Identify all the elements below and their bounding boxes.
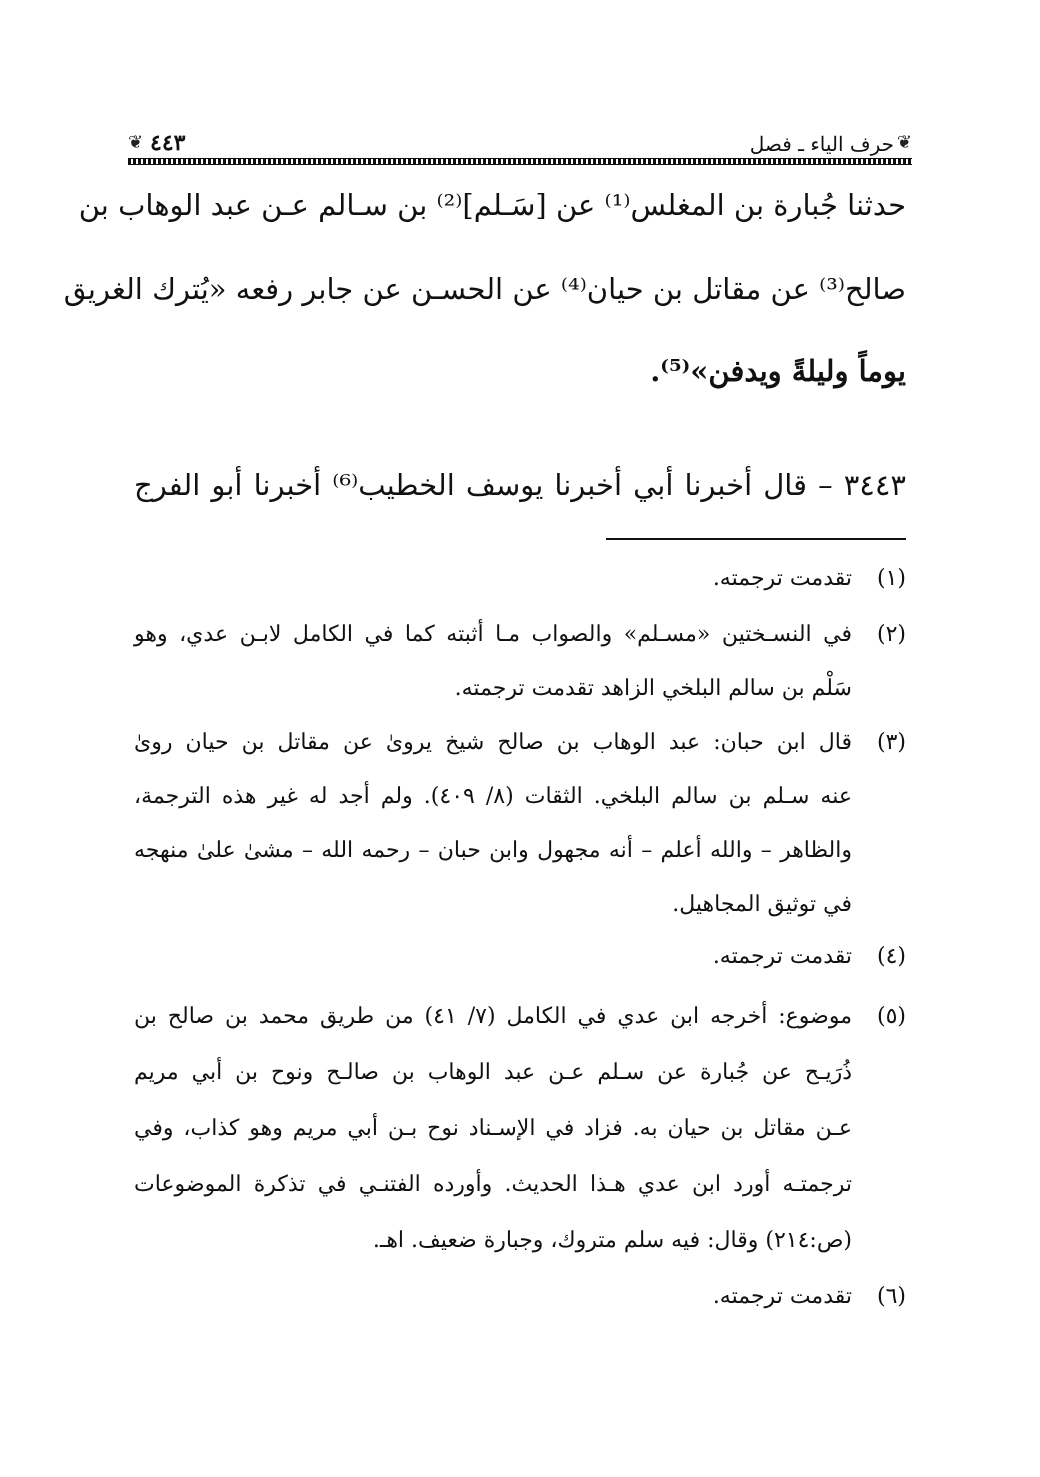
footnote-number: (١) <box>876 566 906 591</box>
footnote-number: (٣) <box>876 730 906 755</box>
footnote-number: (٥) <box>876 1004 906 1029</box>
footnote-number: (٤) <box>876 944 906 969</box>
running-header <box>128 128 912 168</box>
footnote-text: في توثيق المجاهيل. <box>672 892 852 917</box>
footnote-text: ذُرَيـح عن جُبارة عن سـلم عـن عبد الوهاب بن صالـح ونوح بن أبي مريم <box>134 1060 852 1085</box>
footnote-text: سَلْم بن سالم البلخي الزاهد تقدمت ترجمته. <box>454 676 852 701</box>
header-title: حرف الياء ـ فصل <box>749 132 894 156</box>
header-rule <box>128 158 912 165</box>
page-number: ٤٤٣ <box>150 130 186 156</box>
footnote-text: موضوع: أخرجه ابن عدي في الكامل (٧/ ٤١) من طريق محمد بن صالح بن <box>134 1004 852 1029</box>
footnote-number: (٢) <box>876 622 906 647</box>
footnote-text: تقدمت ترجمته. <box>712 566 852 591</box>
body-line-plain: صالح⁽³⁾ عن مقاتل بن حيان⁽⁴⁾ عن الحسـن عن جابر رفعه «يُترك الغريق <box>63 272 906 306</box>
footnote-text: تقدمت ترجمته. <box>712 1284 852 1309</box>
next-entry-line: ٣٤٤٣ – قال أخبرنا أبي أخبرنا يوسف الخطيب⁽⁶⁾ أخبرنا أبو الفرج <box>134 468 906 502</box>
body-line: حدثنا جُبارة بن المغلس⁽¹⁾ عن [سَـلم]⁽²⁾ بن سـالم عـن عبد الوهاب بن <box>78 188 906 222</box>
footnote-text: في النسـختين «مسـلم» والصواب مـا أثبته كما في الكامل لابـن عدي، وهو <box>134 622 852 647</box>
footnote-text: قال ابن حبان: عبد الوهاب بن صالح شيخ يروىٰ عن مقاتل بن حيان روىٰ <box>134 730 852 755</box>
ornament-icon: ❦ <box>896 132 912 153</box>
body-line <box>63 272 906 306</box>
body-line: يوماً وليلةً ويدفن»⁽⁵⁾. <box>650 354 906 388</box>
footnote-text: تقدمت ترجمته. <box>712 944 852 969</box>
footnote-text: عـن مقاتل بن حيان به. فزاد في الإسـناد نوح بـن أبي مريم وهو كذاب، وفي <box>134 1116 852 1141</box>
footnote-text: (ص:٢١٤) وقال: فيه سلم متروك، وجبارة ضعيف. اهـ. <box>372 1228 852 1253</box>
footnote-text: والظاهر – والله أعلم – أنه مجهول وابن حبان – رحمه الله – مشىٰ علىٰ منهجه <box>134 838 852 863</box>
footnote-number: (٦) <box>876 1284 906 1309</box>
ornament-icon: ❦ <box>128 132 144 153</box>
footnote-separator <box>606 538 906 540</box>
footnote-text: عنه سـلم بن سالم البلخي. الثقات (٨/ ٤٠٩). ولم أجد له غير هذه الترجمة، <box>134 784 852 809</box>
footnote-text: ترجمتـه أورد ابن عدي هـذا الحديث. وأورده الفتنـي في تذكرة الموضوعات <box>134 1172 852 1197</box>
